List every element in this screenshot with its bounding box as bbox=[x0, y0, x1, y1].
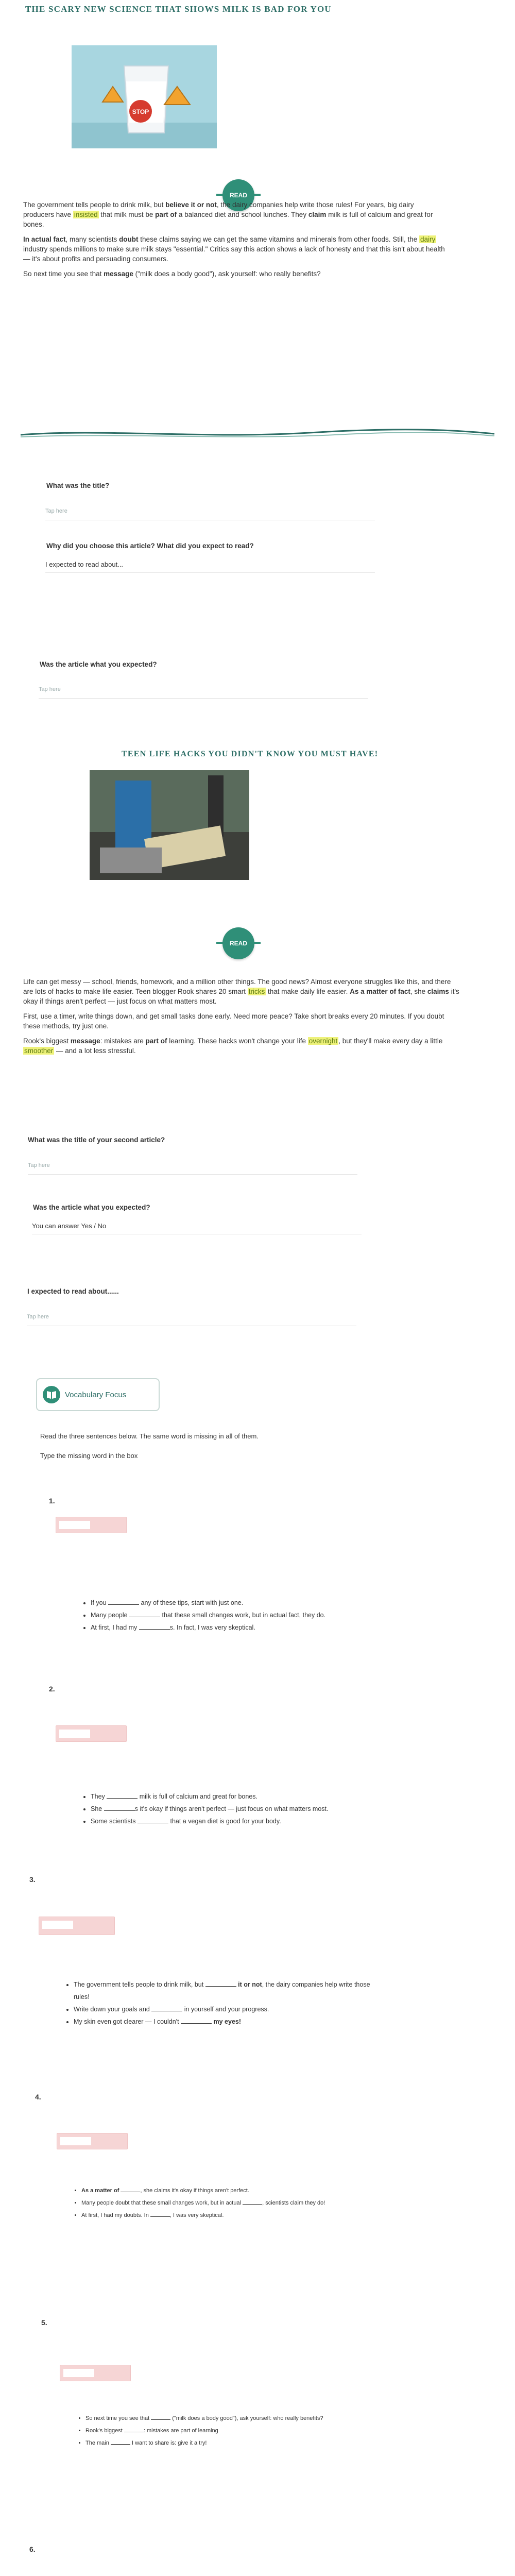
list-item: • They milk is full of calcium and great for bones. bbox=[91, 1790, 442, 1803]
milk-image bbox=[72, 45, 217, 148]
list-item: • She s it's okay if things aren't perfect — just focus on what matters most. bbox=[91, 1803, 442, 1815]
q6-label: I expected to read about...... bbox=[27, 1287, 119, 1295]
q2-answer-input[interactable]: I expected to read about... bbox=[45, 557, 375, 573]
exercise-2-input[interactable] bbox=[56, 1725, 127, 1742]
exercise-4-input[interactable] bbox=[57, 2133, 128, 2149]
stop-sign-icon: STOP bbox=[132, 108, 149, 115]
list-item: • Many people that these small changes work, but in actual fact, they do. bbox=[91, 1609, 442, 1621]
article2-body: Life can get messy — school, friends, homework, and a million other things. The good news? Almost everyone struggles like this, and there are lots of hacks to make life easier. Teen blogger Rook shares 20 smart tricks that make daily life easier. As a matter of fact, she claims it's okay if things aren't perfect — just focus on what matters most. First, use a timer, write things down, and get small tasks done early. Need more peace? Take short breaks every 20 minutes. If you doubt these methods, try just one. Rook's biggest message: mistakes are part of learning. These hacks won't change your life overnight , but they'll make every day a little smoother — and a lot less stressful. bbox=[23, 978, 459, 1055]
exercise-1-number: 1. bbox=[49, 1497, 55, 1505]
exercise-5-number: 5. bbox=[41, 2318, 47, 2327]
exercise-1-sentences bbox=[81, 1597, 442, 1634]
exercise-5-input[interactable] bbox=[60, 2365, 131, 2381]
teen-image bbox=[90, 770, 249, 880]
article1-title: THE SCARY NEW SCIENCE THAT SHOWS MILK IS BAD FOR YOU bbox=[25, 4, 332, 14]
q5-label: Was the article what you expected? bbox=[33, 1204, 150, 1211]
exercise-3-sentences bbox=[64, 1978, 373, 2028]
exercise-4-number: 4. bbox=[35, 2093, 41, 2101]
vocab-instruction-1: Read the three sentences below. The same word is missing in all of them. bbox=[40, 1432, 259, 1440]
q2-label: Why did you choose this article? What did you expect to read? bbox=[46, 542, 254, 550]
list-item: • At first, I had my doubts. In , I was very skeptical. bbox=[81, 2209, 433, 2222]
list-item: • Write down your goals and in yourself and your progress. bbox=[74, 2003, 373, 2015]
list-item: • The government tells people to drink milk, but it or not, the dairy companies help write those rules! bbox=[74, 1978, 373, 2003]
q1-label: What was the title? bbox=[46, 482, 110, 489]
read-badge-2: READ bbox=[222, 927, 254, 959]
list-item: • The main I want to share is: give it a try! bbox=[85, 2437, 437, 2449]
vocabulary-focus-label: Vocabulary Focus bbox=[65, 1390, 127, 1399]
q5-answer-input[interactable]: You can answer Yes / No bbox=[32, 1219, 362, 1234]
book-icon bbox=[42, 1385, 61, 1404]
q1-answer-input[interactable]: Tap here bbox=[45, 505, 375, 520]
list-item: • At first, I had my s. In fact, I was very skeptical. bbox=[91, 1621, 442, 1634]
list-item: • So next time you see that ("milk does a body good"), ask yourself: who really benefits? bbox=[85, 2412, 437, 2425]
q4-label: What was the title of your second article? bbox=[28, 1136, 165, 1144]
wave-divider bbox=[0, 428, 515, 440]
list-item: • Some scientists that a vegan diet is good for your body. bbox=[91, 1815, 442, 1827]
exercise-2-number: 2. bbox=[49, 1685, 55, 1693]
milk-illustration bbox=[72, 45, 217, 148]
read-badge-1: READ bbox=[222, 179, 254, 211]
vocab-instruction-2: Type the missing word in the box bbox=[40, 1452, 138, 1460]
exercise-2-sentences bbox=[81, 1790, 442, 1827]
exercise-5-sentences bbox=[76, 2412, 437, 2449]
list-item: • Many people doubt that these small changes work, but in actual , scientists claim they do! bbox=[81, 2197, 433, 2209]
exercise-3-input[interactable] bbox=[39, 1917, 115, 1935]
desk-illustration bbox=[90, 770, 249, 880]
exercise-1-input[interactable] bbox=[56, 1517, 127, 1533]
article2-title: TEEN LIFE HACKS YOU DIDN'T KNOW YOU MUST HAVE! bbox=[122, 750, 379, 758]
exercise-6-number: 6. bbox=[29, 2545, 36, 2553]
exercise-4-sentences bbox=[72, 2184, 433, 2222]
vocabulary-focus-button[interactable] bbox=[36, 1378, 160, 1411]
list-item: • If you any of these tips, start with just one. bbox=[91, 1597, 442, 1609]
q3-answer-input[interactable]: Tap here bbox=[39, 683, 368, 699]
q4-answer-input[interactable]: Tap here bbox=[28, 1159, 357, 1175]
article1-body: The government tells people to drink milk, but believe it or not, the dairy companies help write those rules! For years, big dairy producers have insisted that milk must be part of a balanced diet and school lunches. They claim milk is full of calcium and great for bones. In actual fact, many scientists doubt these claims saying we can get the same vitamins and minerals from other foods. Still, the dairy industry spends millions to make sure milk stays "essential." Critics say this action shows a lack of honesty and that this isn't about health — it's about profits and persuading consumers. So next time you see that message ("milk does a body good"), ask yourself: who really benefits? bbox=[23, 201, 445, 278]
list-item: • Rook's biggest : mistakes are part of learning bbox=[85, 2425, 437, 2437]
exercise-3-number: 3. bbox=[29, 1875, 36, 1884]
q3-label: Was the article what you expected? bbox=[40, 660, 157, 668]
list-item: • My skin even got clearer — I couldn't my eyes! bbox=[74, 2015, 373, 2028]
list-item: • As a matter of , she claims it's okay if things aren't perfect. bbox=[81, 2184, 433, 2197]
q6-answer-input[interactable]: Tap here bbox=[27, 1311, 356, 1326]
